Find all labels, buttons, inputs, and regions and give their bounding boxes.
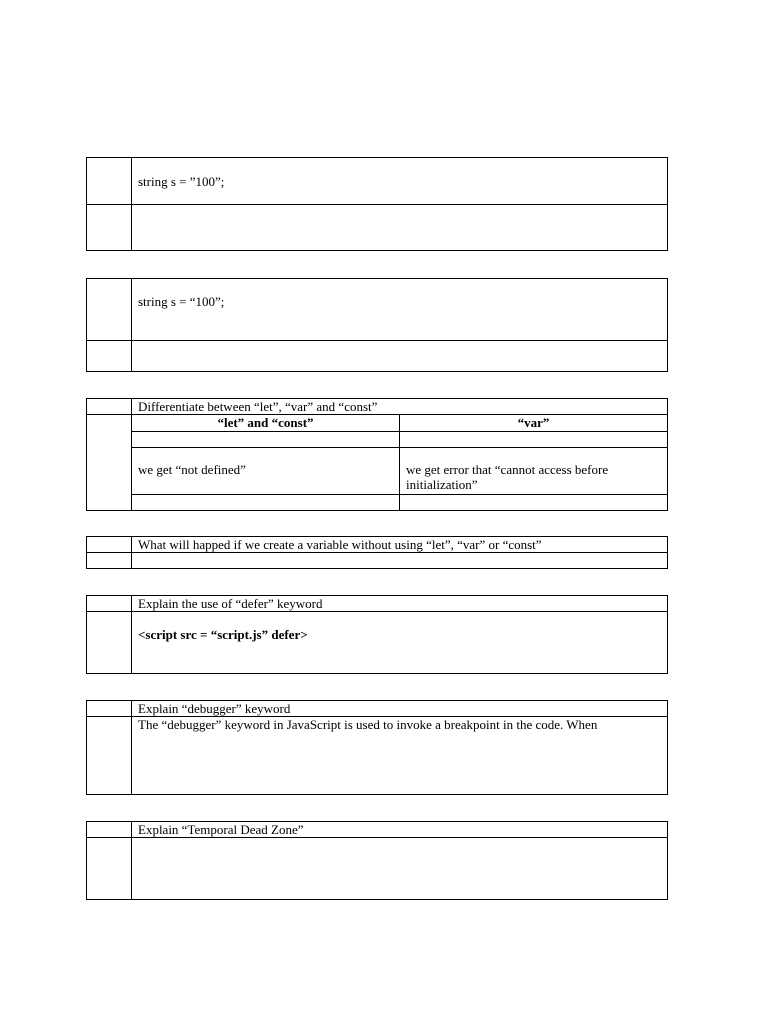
- header-let-const: “let” and “const”: [132, 415, 400, 431]
- code-snippet: <script src = “script.js” defer>: [132, 612, 668, 674]
- number-cell: [87, 399, 132, 415]
- question-title: What will happed if we create a variable without using “let”, “var” or “const”: [132, 537, 668, 553]
- question-table-7: [86, 821, 668, 900]
- question-title: Explain “Temporal Dead Zone”: [132, 822, 668, 838]
- comparison-cell-empty: [400, 494, 668, 510]
- number-cell: [87, 838, 132, 900]
- number-cell: [87, 279, 132, 341]
- comparison-cell-empty: [132, 431, 400, 447]
- number-cell: [87, 415, 132, 511]
- question-title: Explain the use of “defer” keyword: [132, 596, 668, 612]
- number-cell: [87, 596, 132, 612]
- answer-cell: [132, 205, 668, 251]
- comparison-cell: [132, 415, 668, 511]
- question-table-3: [86, 398, 668, 511]
- question-title: Differentiate between “let”, “var” and “const”: [132, 399, 668, 415]
- number-cell: [87, 612, 132, 674]
- question-table-1: [86, 157, 668, 251]
- comparison-cell-empty: [400, 431, 668, 447]
- number-cell: [87, 701, 132, 717]
- answer-cell: [132, 341, 668, 372]
- question-text: string s = ”100”;: [132, 158, 668, 205]
- let-const-behavior: we get “not defined”: [132, 447, 400, 494]
- question-title: Explain “debugger” keyword: [132, 701, 668, 717]
- answer-text: The “debugger” keyword in JavaScript is used to invoke a breakpoint in the code. When: [132, 717, 668, 795]
- question-table-2: [86, 278, 668, 372]
- number-cell: [87, 717, 132, 795]
- number-cell: [87, 205, 132, 251]
- number-cell: [87, 537, 132, 553]
- number-cell: [87, 341, 132, 372]
- number-cell: [87, 158, 132, 205]
- comparison-table: [132, 415, 667, 510]
- answer-cell: [132, 553, 668, 569]
- question-text: string s = “100”;: [132, 279, 668, 341]
- number-cell: [87, 822, 132, 838]
- number-cell: [87, 553, 132, 569]
- question-table-4: [86, 536, 668, 569]
- question-table-5: [86, 595, 668, 674]
- question-table-6: [86, 700, 668, 795]
- header-var: “var”: [400, 415, 668, 431]
- var-behavior: we get error that “cannot access before initialization”: [400, 447, 668, 494]
- answer-cell: [132, 838, 668, 900]
- comparison-cell-empty: [132, 494, 400, 510]
